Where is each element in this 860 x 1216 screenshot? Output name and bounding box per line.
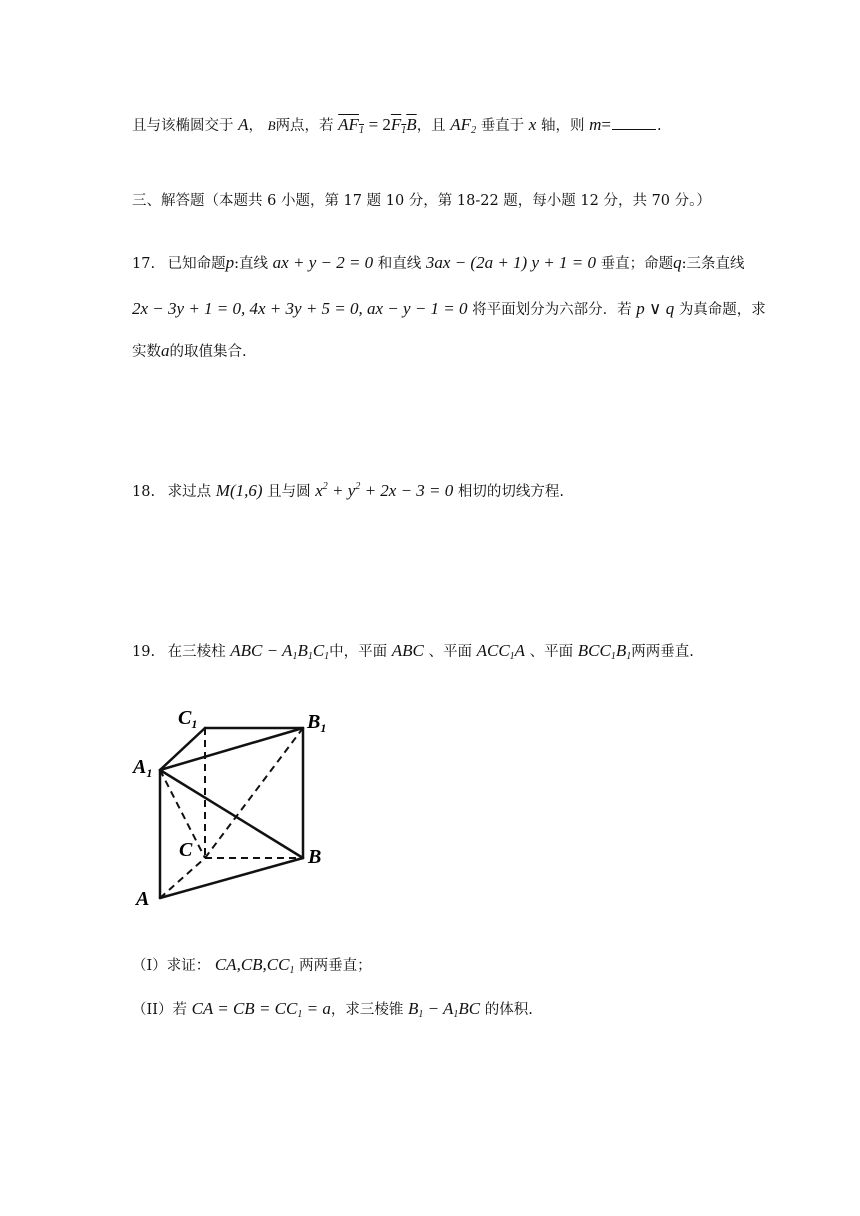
label-b1: $B_1$ [307,711,327,735]
label-a1: $A_1$ [133,756,153,780]
q19-number: 19. [132,644,156,660]
q19-part1: （I）求证： $CA,CB,CC_1$ 两两垂直； [132,955,372,976]
q18-number: 18. [132,484,156,500]
prism-figure [130,700,350,915]
vector-f1b: $F_1B$ [390,115,417,136]
segment-af2: $AF_2$ [450,115,477,136]
label-b: B [308,846,322,868]
point-a: A [238,115,249,134]
q17-line2: 2x − 3y + 1 = 0, 4x + 3y + 5 = 0, ax − y − 1 = 0 将平面划分为六部分．若 p ∨ q 为真命题，求 [132,299,766,318]
prism-name: ABC − $A_1B_1C_1$ [230,641,330,662]
q18-line: 18. 求过点 M(1,6) 且与圆 $x^2 + y^2 + 2x - 3 = 0$ 相切的切线方程. [132,481,564,500]
point-b: B [267,118,276,133]
q19-line: 19. 在三棱柱 ABC − $A_1B_1C_1$中，平面 ABC 、平面 $ACC_1A$ 、平面 $BCC_1B_1$两两垂直. [132,641,694,662]
three-lines-eq: 2x − 3y + 1 = 0, 4x + 3y + 5 = 0, ax − y − 1 = 0 [132,299,468,318]
section-heading: 三、解答题（本题共 6 小题，第 17 题 10 分，第 18-22 题，每小题 12 分，共 70 分。） [132,193,711,209]
q16-continuation: 且与该椭圆交于 A， B两点，若 $AF_1 = 2F_1B$，且 $AF_2$ 垂直于 x 轴，则 m= . [132,115,662,136]
point-m: M(1,6) [215,481,263,500]
q17-line3: 实数a的取值集合. [132,341,247,360]
answer-blank [612,117,656,130]
label-c1: $C_1$ [178,707,198,731]
edge-cb1-hidden [205,728,303,858]
vector-af1: $AF_1$ [338,115,364,136]
q17-number: 17. [132,256,156,272]
q17-line1: 17. 已知命题p:直线 ax + y − 2 = 0 和直线 3ax − (2a + 1) y + 1 = 0 垂直；命题q:三条直线 [132,253,745,272]
line-eq-1: ax + y − 2 = 0 [272,253,374,272]
label-c: C [179,839,193,861]
circle-eq: $x^2 + y^2 + 2x - 3 = 0$ [315,481,454,500]
label-a: A [136,888,150,910]
line-eq-2: 3ax − (2a + 1) y + 1 = 0 [425,253,596,272]
q19-part2: （II）若 CA = CB = $CC_1 = a$，求三棱锥 $B_1 - A_1BC$ 的体积. [132,999,533,1020]
